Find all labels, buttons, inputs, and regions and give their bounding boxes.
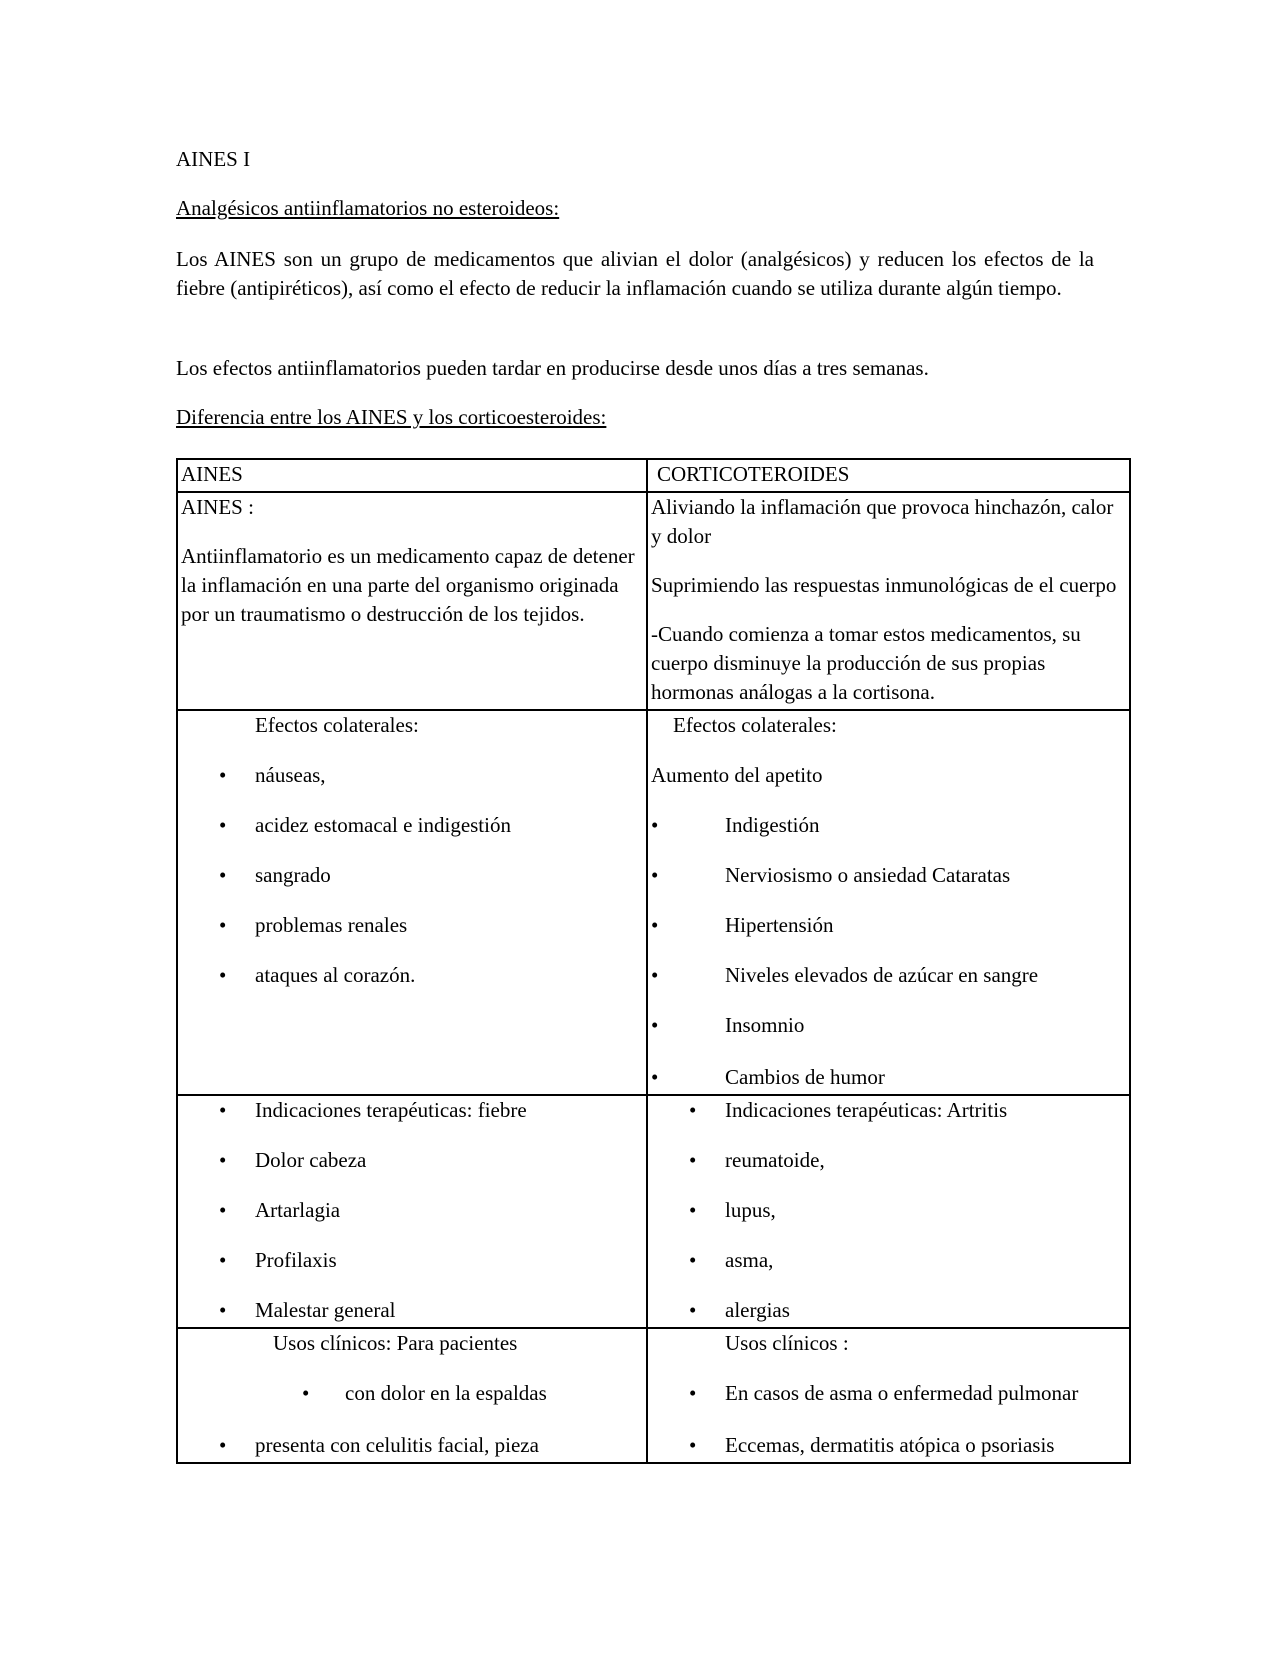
list-item-label: Eccemas, dermatitis atópica o psoriasis xyxy=(725,1433,1055,1457)
document-title: AINES I xyxy=(176,147,251,171)
list-item-label: sangrado xyxy=(255,863,331,887)
comparison-heading: Diferencia entre los AINES y los corticoesteroides: xyxy=(176,405,607,429)
list-item-label: acidez estomacal e indigestión xyxy=(255,813,511,837)
bullet-icon: • xyxy=(689,1098,697,1122)
list-item xyxy=(651,1196,1126,1225)
list-item-label: Cambios de humor xyxy=(725,1065,885,1089)
list-item xyxy=(651,961,1126,990)
list-item xyxy=(651,911,1126,940)
list-item xyxy=(181,1196,643,1225)
bullet-icon: • xyxy=(689,1148,697,1172)
document-subtitle: Analgésicos antiinflamatorios no esteroideos: xyxy=(176,196,560,220)
table-row-indications xyxy=(177,1095,1130,1328)
bullet-icon: • xyxy=(651,813,659,837)
bullet-icon: • xyxy=(689,1198,697,1222)
list-item xyxy=(181,811,643,840)
corticoides-clinical-uses-cell xyxy=(647,1328,1130,1463)
list-item xyxy=(181,1246,643,1275)
effects-paragraph: Los efectos antiinflamatorios pueden tardar en producirse desde unos días a tres semanas. xyxy=(176,356,929,380)
list-item xyxy=(181,1379,643,1408)
list-item xyxy=(181,1431,643,1460)
aines-definition-title: AINES : xyxy=(181,495,254,519)
corticoides-side-effects-intro: Aumento del apetito xyxy=(651,763,823,787)
list-item xyxy=(651,1096,1126,1125)
list-item xyxy=(651,1011,1126,1040)
bullet-icon: • xyxy=(219,863,227,887)
list-item xyxy=(651,1431,1126,1460)
comparison-table xyxy=(176,458,1131,1464)
list-item-label: con dolor en la espaldas xyxy=(345,1381,547,1405)
list-item xyxy=(181,1096,643,1125)
bullet-icon: • xyxy=(219,1248,227,1272)
intro-paragraph: Los AINES son un grupo de medicamentos que alivian el dolor (analgésicos) y reducen los efectos de la fiebre (antipiréticos), así como el efecto de reducir la inflamación cuando se utiliza durante algún tiempo. xyxy=(176,247,1094,300)
corticoides-text-3: -Cuando comienza a tomar estos medicamentos, su cuerpo disminuye la producción de sus propias hormonas análogas a la cortisona. xyxy=(651,622,1081,704)
bullet-icon: • xyxy=(219,1298,227,1322)
bullet-icon: • xyxy=(219,813,227,837)
list-item xyxy=(181,861,643,890)
bullet-icon: • xyxy=(219,763,227,787)
aines-clinical-uses-cell xyxy=(177,1328,647,1463)
table-row-clinical-uses xyxy=(177,1328,1130,1463)
bullet-icon: • xyxy=(689,1298,697,1322)
bullet-icon: • xyxy=(219,1198,227,1222)
header-corticoides-label: CORTICOTEROIDES xyxy=(657,462,850,486)
bullet-icon: • xyxy=(651,913,659,937)
table-row-side-effects xyxy=(177,710,1130,1095)
list-item-label: problemas renales xyxy=(255,913,408,937)
list-item xyxy=(651,1296,1126,1325)
aines-clinical-uses-title: Usos clínicos: Para pacientes xyxy=(273,1331,518,1355)
corticoides-text-1: Aliviando la inflamación que provoca hinchazón, calor y dolor xyxy=(651,495,1114,548)
list-item xyxy=(651,1379,1126,1408)
list-item-label: Profilaxis xyxy=(255,1248,337,1272)
list-item xyxy=(181,761,643,790)
corticoides-side-effects-cell xyxy=(647,710,1130,1095)
bullet-icon: • xyxy=(219,913,227,937)
table-row-definition xyxy=(177,492,1130,710)
bullet-icon: • xyxy=(689,1381,697,1405)
list-item-label: Niveles elevados de azúcar en sangre xyxy=(725,963,1039,987)
list-item-label: Malestar general xyxy=(255,1298,396,1322)
header-corticoides xyxy=(647,459,1130,492)
aines-definition-cell xyxy=(177,492,647,710)
list-item xyxy=(651,861,1126,890)
bullet-icon: • xyxy=(651,963,659,987)
corticoides-side-effects-title: Efectos colaterales: xyxy=(673,713,837,737)
list-item-label: reumatoide, xyxy=(725,1148,825,1172)
aines-side-effects-cell xyxy=(177,710,647,1095)
list-item-label: alergias xyxy=(725,1298,790,1322)
bullet-icon: • xyxy=(219,1433,227,1457)
bullet-icon: • xyxy=(219,963,227,987)
list-item xyxy=(181,1146,643,1175)
list-item-label: presenta con celulitis facial, pieza xyxy=(255,1433,539,1457)
list-item xyxy=(651,1146,1126,1175)
list-item-label: asma, xyxy=(725,1248,774,1272)
list-item xyxy=(181,911,643,940)
list-item-label: náuseas, xyxy=(255,763,326,787)
aines-indications-cell xyxy=(177,1095,647,1328)
corticoides-clinical-uses-title: Usos clínicos : xyxy=(725,1331,849,1355)
list-item-label: En casos de asma o enfermedad pulmonar xyxy=(725,1381,1079,1405)
aines-definition-text: Antiinflamatorio es un medicamento capaz de detener la inflamación en una parte del organismo originada por un traumatismo o destrucción de los tejidos. xyxy=(181,544,635,626)
corticoides-definition-cell xyxy=(647,492,1130,710)
bullet-icon: • xyxy=(689,1248,697,1272)
list-item-label: Indicaciones terapéuticas: Artritis xyxy=(725,1098,1008,1122)
table-header-row xyxy=(177,459,1130,492)
list-item-label: Dolor cabeza xyxy=(255,1148,367,1172)
corticoides-text-2: Suprimiendo las respuestas inmunológicas de el cuerpo xyxy=(651,573,1117,597)
bullet-icon: • xyxy=(302,1381,310,1405)
list-item-label: Hipertensión xyxy=(725,913,834,937)
list-item xyxy=(181,961,643,990)
bullet-icon: • xyxy=(219,1148,227,1172)
list-item xyxy=(181,1296,643,1325)
corticoides-indications-cell xyxy=(647,1095,1130,1328)
list-item-label: Indicaciones terapéuticas: fiebre xyxy=(255,1098,527,1122)
list-item-label: Indigestión xyxy=(725,813,820,837)
list-item-label: Nerviosismo o ansiedad Cataratas xyxy=(725,863,1011,887)
list-item xyxy=(651,1063,1126,1092)
list-item xyxy=(651,811,1126,840)
aines-side-effects-title: Efectos colaterales: xyxy=(255,713,419,737)
bullet-icon: • xyxy=(219,1098,227,1122)
list-item-label: lupus, xyxy=(725,1198,776,1222)
list-item-label: Insomnio xyxy=(725,1013,805,1037)
list-item-label: ataques al corazón. xyxy=(255,963,416,987)
list-item-label: Artarlagia xyxy=(255,1198,341,1222)
bullet-icon: • xyxy=(651,1013,659,1037)
list-item xyxy=(651,1246,1126,1275)
bullet-icon: • xyxy=(689,1433,697,1457)
bullet-icon: • xyxy=(651,1065,659,1089)
header-aines: AINES xyxy=(177,459,647,492)
bullet-icon: • xyxy=(651,863,659,887)
